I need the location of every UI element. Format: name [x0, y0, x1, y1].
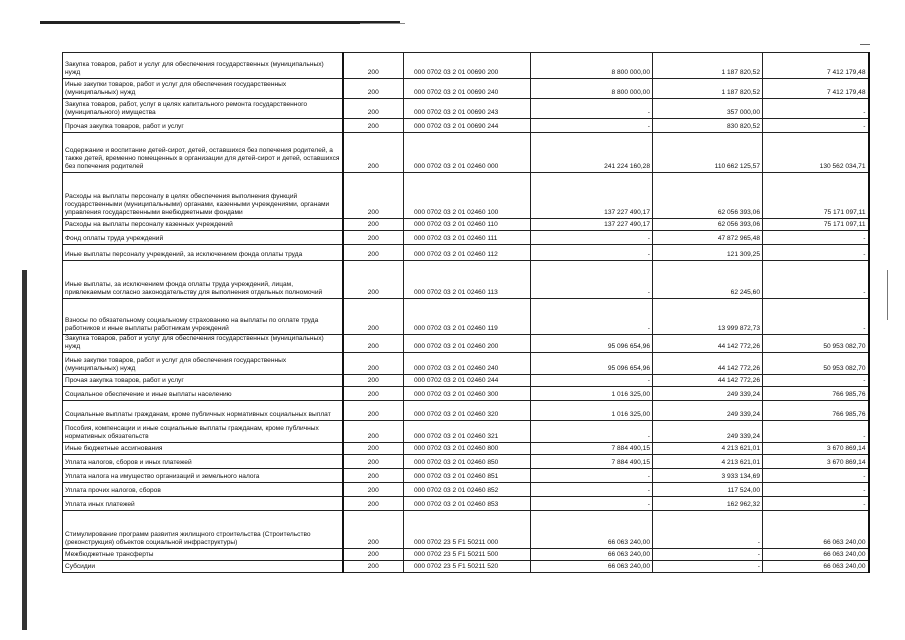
row-executed: 44 142 772,26 — [653, 353, 763, 375]
row-executed: - — [653, 549, 763, 561]
row-unexecuted: - — [763, 299, 869, 335]
row-name: Субсидии — [63, 561, 343, 573]
row-unexecuted: 7 412 179,48 — [763, 79, 869, 99]
table-row — [63, 443, 869, 455]
row-name: Социальные выплаты гражданам, кроме публичных нормативных социальных выплат — [63, 401, 343, 421]
row-name: Уплата налога на имущество организаций и земельного налога — [63, 469, 343, 483]
row-approved: 95 096 654,96 — [531, 353, 653, 375]
row-code: 200 — [343, 173, 404, 219]
row-name: Иные закупки товаров, работ и услуг для обеспечения государственных (муниципальных) нужд — [63, 353, 343, 375]
row-budget-code: 000 0702 03 2 01 02460 853 — [404, 497, 531, 511]
row-approved: 8 800 000,00 — [531, 53, 653, 79]
row-executed: 162 962,32 — [653, 497, 763, 511]
row-name: Межбюджетные трансферты — [63, 549, 343, 561]
row-executed: - — [653, 561, 763, 573]
row-approved: - — [531, 261, 653, 299]
row-approved: 1 016 325,00 — [531, 387, 653, 401]
row-approved: 95 096 654,96 — [531, 335, 653, 353]
row-executed: 357 000,00 — [653, 99, 763, 119]
table-row — [63, 53, 869, 79]
row-name: Содержание и воспитание детей-сирот, детей, оставшихся без попечения родителей, а также детей, временно помещенных в организации для детей-сирот и детей, оставшихся без попечения родителей — [63, 133, 343, 173]
row-name: Прочая закупка товаров, работ и услуг — [63, 119, 343, 133]
table-body — [63, 53, 869, 573]
row-budget-code: 000 0702 23 5 F1 50211 500 — [404, 549, 531, 561]
table-row — [63, 299, 869, 335]
row-approved: 137 227 490,17 — [531, 173, 653, 219]
row-approved: - — [531, 231, 653, 245]
row-name: Пособия, компенсации и иные социальные выплаты гражданам, кроме публичных нормативных обязательств — [63, 421, 343, 443]
row-executed: 4 213 621,01 — [653, 455, 763, 469]
row-executed: 62 056 393,06 — [653, 219, 763, 231]
table-row — [63, 455, 869, 469]
row-executed: 1 187 820,52 — [653, 79, 763, 99]
row-approved: 66 063 240,00 — [531, 549, 653, 561]
row-name: Закупка товаров, работ и услуг для обеспечения государственных (муниципальных) нужд — [63, 335, 343, 353]
row-code: 200 — [343, 245, 404, 261]
row-budget-code: 000 0702 03 2 01 02460 300 — [404, 387, 531, 401]
row-executed: 249 339,24 — [653, 387, 763, 401]
table-row — [63, 375, 869, 387]
row-budget-code: 000 0702 23 5 F1 50211 000 — [404, 511, 531, 549]
row-name: Стимулирование программ развития жилищного строительства (Строительство (реконструкция) объектов социальной инфраструктуры) — [63, 511, 343, 549]
row-budget-code: 000 0702 03 2 01 02460 244 — [404, 375, 531, 387]
row-code: 200 — [343, 455, 404, 469]
row-unexecuted: - — [763, 421, 869, 443]
row-budget-code: 000 0702 03 2 01 02460 850 — [404, 455, 531, 469]
row-name: Иные выплаты персоналу учреждений, за исключением фонда оплаты труда — [63, 245, 343, 261]
row-code: 200 — [343, 119, 404, 133]
row-name: Расходы на выплаты персоналу казенных учреждений — [63, 219, 343, 231]
row-name: Взносы по обязательному социальному страхованию на выплаты по оплате труда работников и иные выплаты работникам учреждений — [63, 299, 343, 335]
scan-top-rule — [40, 21, 400, 24]
row-executed: 1 187 820,52 — [653, 53, 763, 79]
row-name: Иные закупки товаров, работ и услуг для обеспечения государственных (муниципальных) нужд — [63, 79, 343, 99]
row-executed: 249 339,24 — [653, 401, 763, 421]
row-executed: 249 339,24 — [653, 421, 763, 443]
row-code: 200 — [343, 53, 404, 79]
row-executed: 44 142 772,26 — [653, 375, 763, 387]
row-executed: 110 662 125,57 — [653, 133, 763, 173]
scan-edge-shadow — [22, 270, 27, 630]
row-name: Уплата прочих налогов, сборов — [63, 483, 343, 497]
row-code: 200 — [343, 133, 404, 173]
row-code: 200 — [343, 99, 404, 119]
row-budget-code: 000 0702 03 2 01 02460 112 — [404, 245, 531, 261]
row-approved: 66 063 240,00 — [531, 561, 653, 573]
row-budget-code: 000 0702 03 2 01 02460 240 — [404, 353, 531, 375]
table-row — [63, 99, 869, 119]
row-unexecuted: 3 670 869,14 — [763, 455, 869, 469]
row-executed: 62 245,60 — [653, 261, 763, 299]
row-budget-code: 000 0702 03 2 01 00690 244 — [404, 119, 531, 133]
row-approved: 1 016 325,00 — [531, 401, 653, 421]
scan-mark — [887, 270, 888, 320]
table-row — [63, 549, 869, 561]
row-approved: 7 884 490,15 — [531, 455, 653, 469]
row-executed: 117 524,00 — [653, 483, 763, 497]
row-unexecuted: - — [763, 469, 869, 483]
row-unexecuted: 7 412 179,48 — [763, 53, 869, 79]
row-code: 200 — [343, 219, 404, 231]
table-row — [63, 511, 869, 549]
row-unexecuted: 66 063 240,00 — [763, 511, 869, 549]
row-name: Фонд оплаты труда учреждений — [63, 231, 343, 245]
row-approved: 137 227 490,17 — [531, 219, 653, 231]
row-code: 200 — [343, 561, 404, 573]
table-row — [63, 421, 869, 443]
row-name: Уплата налогов, сборов и иных платежей — [63, 455, 343, 469]
row-unexecuted: - — [763, 497, 869, 511]
table-row — [63, 469, 869, 483]
row-budget-code: 000 0702 03 2 01 02460 851 — [404, 469, 531, 483]
table-row — [63, 79, 869, 99]
row-unexecuted: - — [763, 119, 869, 133]
row-budget-code: 000 0702 03 2 01 02460 320 — [404, 401, 531, 421]
row-budget-code: 000 0702 03 2 01 02460 111 — [404, 231, 531, 245]
table-row — [63, 401, 869, 421]
table-row — [63, 561, 869, 573]
row-code: 200 — [343, 79, 404, 99]
row-unexecuted: 66 063 240,00 — [763, 549, 869, 561]
row-code: 200 — [343, 483, 404, 497]
row-name: Прочая закупка товаров, работ и услуг — [63, 375, 343, 387]
table-row — [63, 335, 869, 353]
row-code: 200 — [343, 421, 404, 443]
row-name: Закупка товаров, работ и услуг для обеспечения государственных (муниципальных) нужд — [63, 53, 343, 79]
row-code: 200 — [343, 353, 404, 375]
row-code: 200 — [343, 299, 404, 335]
row-approved: - — [531, 99, 653, 119]
row-executed: 44 142 772,26 — [653, 335, 763, 353]
row-executed: 62 056 393,06 — [653, 173, 763, 219]
table-row — [63, 353, 869, 375]
row-executed: 121 309,25 — [653, 245, 763, 261]
row-unexecuted: 50 953 082,70 — [763, 335, 869, 353]
row-approved: - — [531, 375, 653, 387]
row-name: Уплата иных платежей — [63, 497, 343, 511]
row-approved: - — [531, 483, 653, 497]
row-code: 200 — [343, 375, 404, 387]
row-budget-code: 000 0702 03 2 01 00690 243 — [404, 99, 531, 119]
scan-top-rule-tail — [360, 23, 405, 24]
row-budget-code: 000 0702 03 2 01 02460 200 — [404, 335, 531, 353]
row-name: Расходы на выплаты персоналу в целях обеспечения выполнения функций государственными (муниципальными) органами, казенными учреждениями, органами управления государственными внебюджетными фондами — [63, 173, 343, 219]
row-code: 200 — [343, 511, 404, 549]
row-unexecuted: - — [763, 261, 869, 299]
row-code: 200 — [343, 231, 404, 245]
row-budget-code: 000 0702 03 2 01 02460 000 — [404, 133, 531, 173]
row-unexecuted: 50 953 082,70 — [763, 353, 869, 375]
row-approved: - — [531, 421, 653, 443]
row-code: 200 — [343, 443, 404, 455]
row-code: 200 — [343, 387, 404, 401]
row-code: 200 — [343, 469, 404, 483]
row-approved: - — [531, 119, 653, 133]
row-name: Закупка товаров, работ, услуг в целях капитального ремонта государственного (муниципального) имущества — [63, 99, 343, 119]
row-approved: 66 063 240,00 — [531, 511, 653, 549]
row-budget-code: 000 0702 03 2 01 02460 119 — [404, 299, 531, 335]
row-code: 200 — [343, 335, 404, 353]
table-row — [63, 261, 869, 299]
table-row — [63, 231, 869, 245]
table-row — [63, 219, 869, 231]
row-name: Социальное обеспечение и иные выплаты населению — [63, 387, 343, 401]
row-code: 200 — [343, 401, 404, 421]
row-unexecuted: 75 171 097,11 — [763, 219, 869, 231]
table-row — [63, 387, 869, 401]
row-budget-code: 000 0702 03 2 01 02460 110 — [404, 219, 531, 231]
row-code: 200 — [343, 261, 404, 299]
table-row — [63, 497, 869, 511]
row-name: Иные выплаты, за исключением фонда оплаты труда учреждений, лицам, привлекаемым согласно законодательству для выполнения отдельных полномочий — [63, 261, 343, 299]
row-unexecuted: - — [763, 99, 869, 119]
scan-mark — [860, 44, 870, 45]
row-unexecuted: 75 171 097,11 — [763, 173, 869, 219]
row-budget-code: 000 0702 03 2 01 00690 240 — [404, 79, 531, 99]
row-approved: 7 884 490,15 — [531, 443, 653, 455]
row-code: 200 — [343, 549, 404, 561]
row-unexecuted: 3 670 869,14 — [763, 443, 869, 455]
row-executed: 13 999 872,73 — [653, 299, 763, 335]
row-unexecuted: 66 063 240,00 — [763, 561, 869, 573]
row-budget-code: 000 0702 03 2 01 02460 100 — [404, 173, 531, 219]
row-budget-code: 000 0702 03 2 01 02460 852 — [404, 483, 531, 497]
row-unexecuted: - — [763, 375, 869, 387]
table-row — [63, 245, 869, 261]
row-unexecuted: - — [763, 245, 869, 261]
row-unexecuted: 130 562 034,71 — [763, 133, 869, 173]
budget-execution-table — [62, 52, 870, 573]
row-budget-code: 000 0702 03 2 01 02460 113 — [404, 261, 531, 299]
row-budget-code: 000 0702 03 2 01 00690 200 — [404, 53, 531, 79]
row-approved: 241 224 160,28 — [531, 133, 653, 173]
row-executed: 3 933 134,69 — [653, 469, 763, 483]
row-approved: 8 800 000,00 — [531, 79, 653, 99]
row-unexecuted: 766 985,76 — [763, 401, 869, 421]
row-approved: - — [531, 469, 653, 483]
row-budget-code: 000 0702 23 5 F1 50211 520 — [404, 561, 531, 573]
row-budget-code: 000 0702 03 2 01 02460 800 — [404, 443, 531, 455]
row-approved: - — [531, 497, 653, 511]
table-row — [63, 483, 869, 497]
row-executed: 830 820,52 — [653, 119, 763, 133]
table-row — [63, 173, 869, 219]
row-budget-code: 000 0702 03 2 01 02460 321 — [404, 421, 531, 443]
row-name: Иные бюджетные ассигнования — [63, 443, 343, 455]
row-unexecuted: 766 985,76 — [763, 387, 869, 401]
table-row — [63, 133, 869, 173]
row-executed: 4 213 621,01 — [653, 443, 763, 455]
row-unexecuted: - — [763, 231, 869, 245]
row-approved: - — [531, 245, 653, 261]
row-approved: - — [531, 299, 653, 335]
row-code: 200 — [343, 497, 404, 511]
row-executed: - — [653, 511, 763, 549]
row-executed: 47 872 965,48 — [653, 231, 763, 245]
table-row — [63, 119, 869, 133]
row-unexecuted: - — [763, 483, 869, 497]
